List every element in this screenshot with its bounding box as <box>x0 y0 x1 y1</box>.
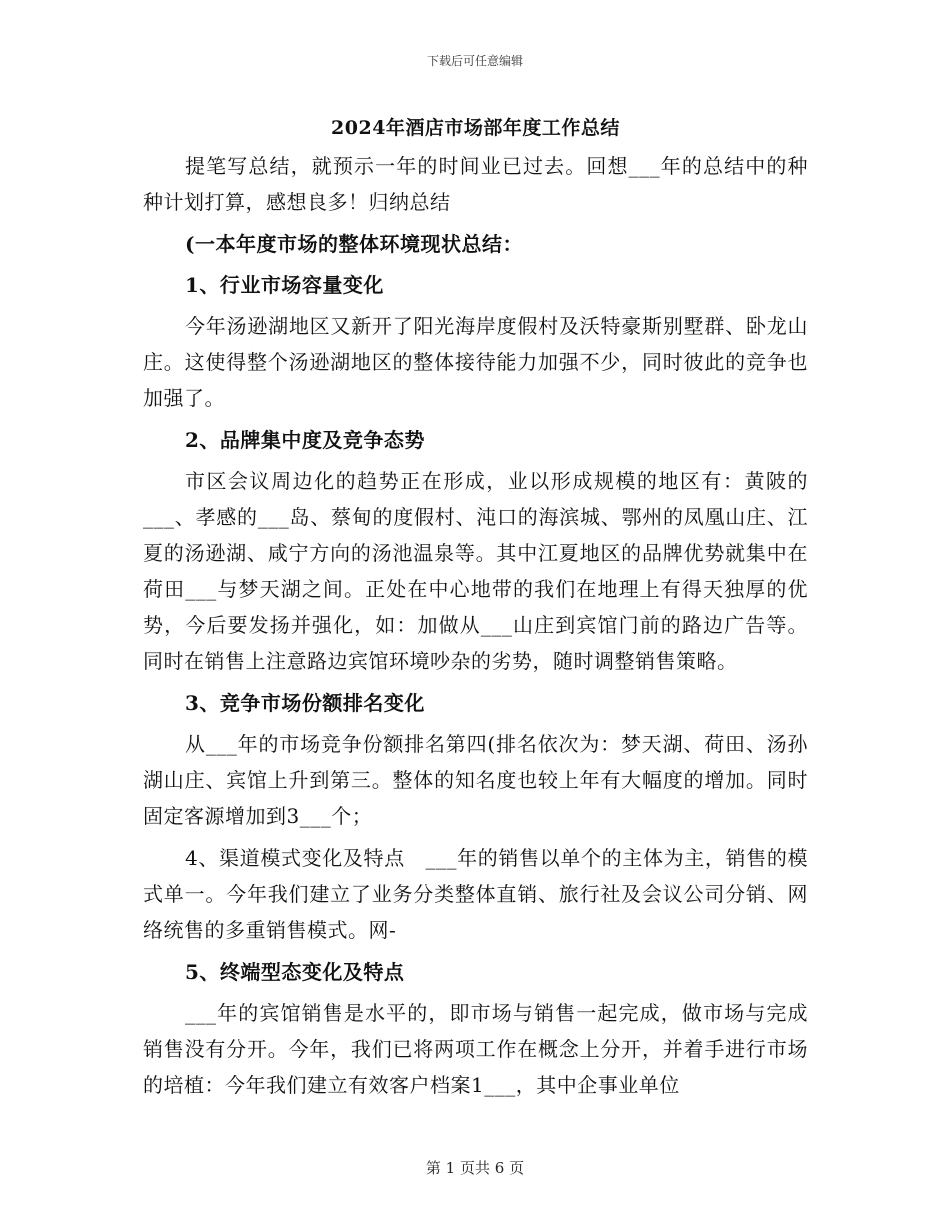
item4-paragraph: 4、渠道模式变化及特点 ___年的销售以单个的主体为主，销售的模式单一。今年我们建立了业务分类整体直销、旅行社及会议公司分销、网络统售的多重销售模式。网- <box>143 846 808 942</box>
item5-heading: 5、终端型态变化及特点 <box>185 960 405 984</box>
item3-heading: 3、竞争市场份额排名变化 <box>185 691 425 715</box>
section-heading: (一本年度市场的整体环境现状总结： <box>185 232 523 256</box>
intro-paragraph: 提笔写总结，就预示一年的时间业已过去。回想___年的总结中的种种计划打算，感想良多！归纳总结 <box>143 154 808 214</box>
item3-paragraph: 从___年的市场竞争份额排名第四(排名依次为：梦天湖、荷田、汤孙湖山庄、宾馆上升到第三。整体的知名度也较上年有大幅度的增加。同时固定客源增加到3___个； <box>143 732 808 828</box>
item1-heading: 1、行业市场容量变化 <box>185 273 384 297</box>
item2-paragraph: 市区会议周边化的趋势正在形成，业以形成规模的地区有：黄陂的___、孝感的___岛、蔡甸的度假村、沌口的海滨城、鄂州的凤凰山庄、江夏的汤逊湖、咸宁方向的汤池温泉等。其中江夏地区的品牌优势就集中在荷田___与梦天湖之间。正处在中心地带的我们在地理上有得天独厚的优势，今后要发扬并强化，如：加做从___山庄到宾馆门前的路边广告等。同时在销售上注意路边宾馆环境吵杂的劣势，随时调整销售策略。 <box>143 469 808 673</box>
item5-paragraph: ___年的宾馆销售是水平的，即市场与销售一起完成，做市场与完成销售没有分开。今年，我们已将两项工作在概念上分开，并着手进行市场的培植：今年我们建立有效客户档案1___，其中企事业单位 <box>143 1001 808 1097</box>
document-body <box>143 114 808 1109</box>
page-header: 下载后可任意编辑 <box>426 54 523 68</box>
document-title: 2024年酒店市场部年度工作总结 <box>331 117 620 139</box>
item1-paragraph: 今年汤逊湖地区又新开了阳光海岸度假村及沃特豪斯别墅群、卧龙山庄。这使得整个汤逊湖地区的整体接待能力加强不少，同时彼此的竞争也加强了。 <box>143 314 808 410</box>
item2-heading: 2、品牌集中度及竞争态势 <box>185 428 425 452</box>
page-footer: 第 1 页共 6 页 <box>425 1159 525 1177</box>
